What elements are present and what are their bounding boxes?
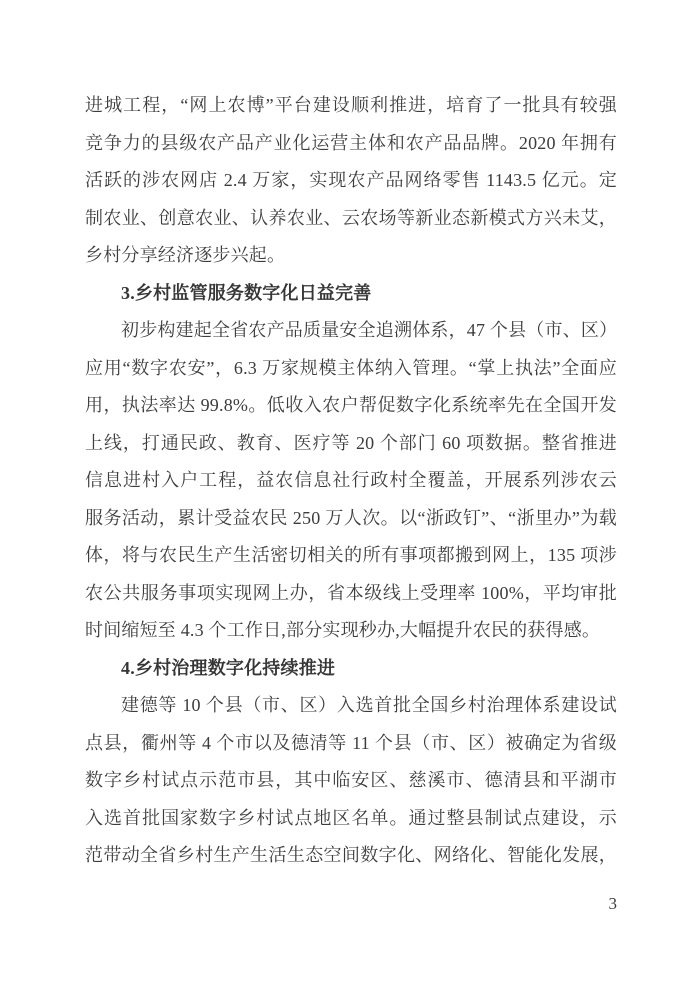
paragraph-supervision-services-line: 农公共服务事项实现网上办，省本级线上受理率 100%，平均审批 (85, 582, 617, 603)
paragraph-supervision-services-line: 服务活动，累计受益农民 250 万人次。以“浙政钉”、“浙里办”为载 (85, 507, 617, 528)
paragraph-supervision-services-line: 初步构建起全省农产品质量安全追溯体系，47 个县（市、区） (121, 320, 617, 340)
section-heading-4: 4.乡村治理数字化持续推进 (121, 657, 336, 678)
paragraph-rural-ecommerce-line: 进城工程，“网上农博”平台建设顺利推进，培育了一批具有较强 (85, 95, 617, 115)
paragraph-supervision-services-line: 时间缩短至 4.3 个工作日,部分实现秒办,大幅提升农民的获得感。 (85, 620, 601, 640)
paragraph-rural-ecommerce-line: 活跃的涉农网店 2.4 万家，实现农产品网络零售 1143.5 亿元。定 (85, 170, 617, 190)
paragraph-supervision-services-line: 体，将与农民生产生活密切相关的所有事项都搬到网上，135 项涉 (85, 545, 617, 565)
paragraph-supervision-services-line: 上线，打通民政、教育、医疗等 20 个部门 60 项数据。整省推进 (85, 432, 617, 453)
paragraph-rural-governance-line: 范带动全省乡村生产生活生态空间数字化、网络化、智能化发展， (85, 845, 617, 865)
paragraph-rural-governance-line: 建德等 10 个县（市、区）入选首批全国乡村治理体系建设试 (121, 695, 617, 715)
section-heading-3: 3.乡村监管服务数字化日益完善 (121, 282, 372, 303)
paragraph-supervision-services-line: 信息进村入户工程，益农信息社行政村全覆盖，开展系列涉农云 (85, 470, 617, 490)
paragraph-supervision-services-line: 用，执法率达 99.8%。低收入农户帮促数字化系统率先在全国开发 (85, 395, 617, 415)
paragraph-supervision-services-line: 应用“数字农安”，6.3 万家规模主体纳入管理。“掌上执法”全面应 (85, 357, 617, 378)
paragraph-rural-ecommerce-line: 制农业、创意农业、认养农业、云农场等新业态新模式方兴未艾， (85, 207, 617, 228)
paragraph-rural-ecommerce-line: 竞争力的县级农产品产业化运营主体和农产品品牌。2020 年拥有 (85, 132, 617, 153)
document-body (85, 87, 617, 875)
paragraph-rural-ecommerce-line: 乡村分享经济逐步兴起。 (85, 245, 286, 265)
paragraph-rural-governance-line: 数字乡村试点示范市县，其中临安区、慈溪市、德清县和平湖市 (85, 770, 617, 790)
paragraph-rural-governance-line: 点县，衢州等 4 个市以及德清等 11 个县（市、区）被确定为省级 (85, 732, 617, 753)
page-number: 3 (608, 894, 617, 913)
paragraph-rural-governance-line: 入选首批国家数字乡村试点地区名单。通过整县制试点建设，示 (85, 807, 617, 828)
